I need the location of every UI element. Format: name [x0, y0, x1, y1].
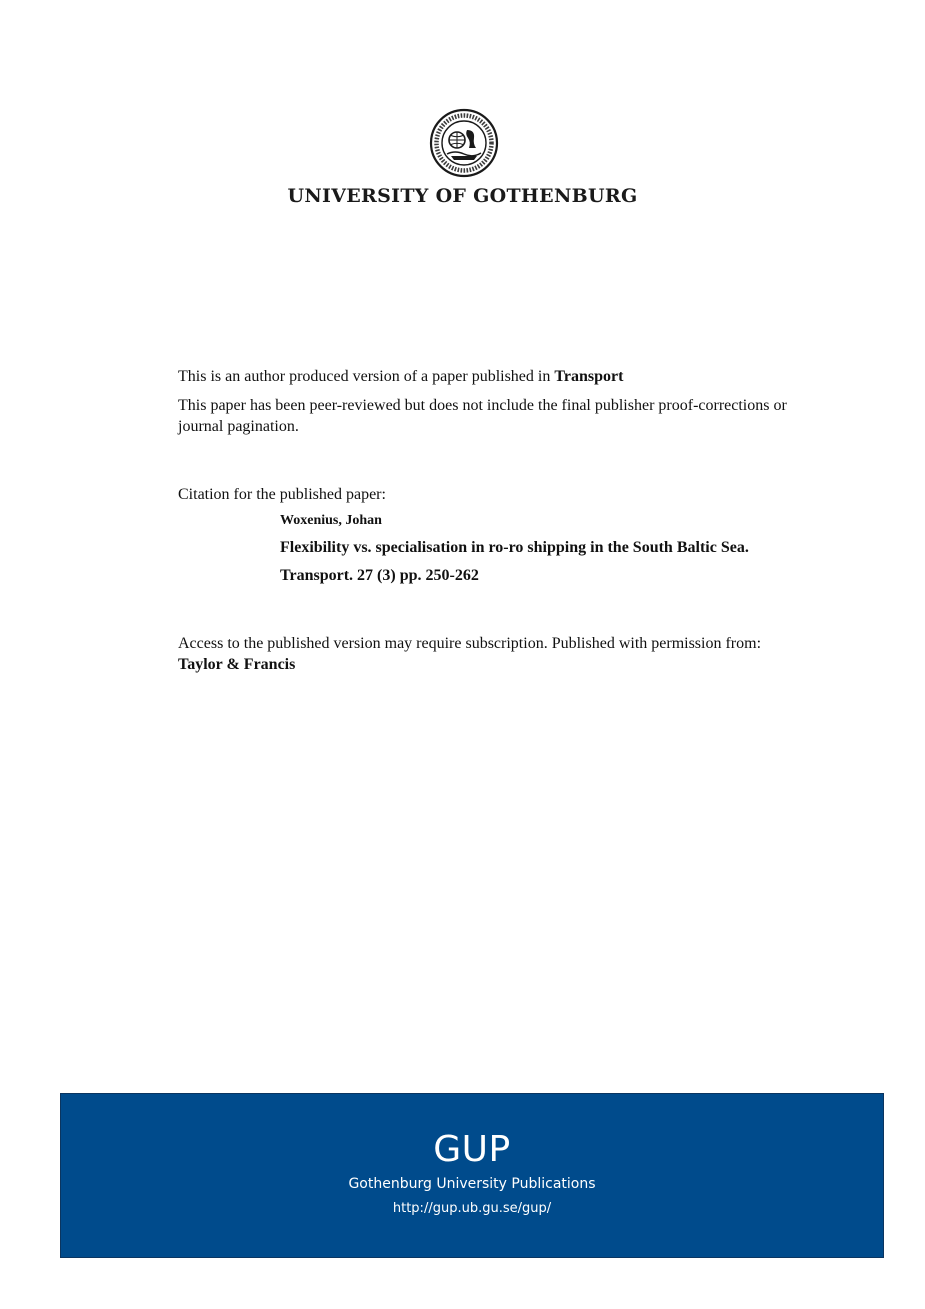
peer-review-note: This paper has been peer-reviewed but does not include the final publisher proof-corrections or journal pagination. — [178, 397, 787, 435]
university-name: UNIVERSITY OF GOTHENBURG — [287, 185, 638, 207]
citation-block — [280, 511, 800, 586]
published-in-text: This is an author produced version of a paper published in — [178, 368, 555, 385]
document-body — [178, 366, 798, 675]
citation-journal: Transport. 27 (3) pp. 250-262 — [280, 567, 479, 584]
access-note — [178, 633, 798, 675]
citation-title: Flexibility vs. specialisation in ro-ro shipping in the South Baltic Sea. — [280, 539, 749, 556]
access-text: Access to the published version may require subscription. Published with permission from: — [178, 635, 762, 652]
journal-name: Transport — [554, 368, 624, 385]
published-in-line — [178, 366, 798, 387]
gup-title: GUP — [433, 1129, 511, 1170]
gup-url-link[interactable]: http://gup.ub.gu.se/gup/ — [392, 1201, 552, 1216]
citation-author: Woxenius, Johan — [280, 513, 382, 528]
publisher-name: Taylor & Francis — [178, 656, 296, 673]
gup-subtitle: Gothenburg University Publications — [348, 1176, 596, 1192]
gup-footer-banner — [60, 1093, 884, 1258]
university-seal-icon — [429, 108, 499, 178]
citation-intro: Citation for the published paper: — [178, 486, 386, 503]
